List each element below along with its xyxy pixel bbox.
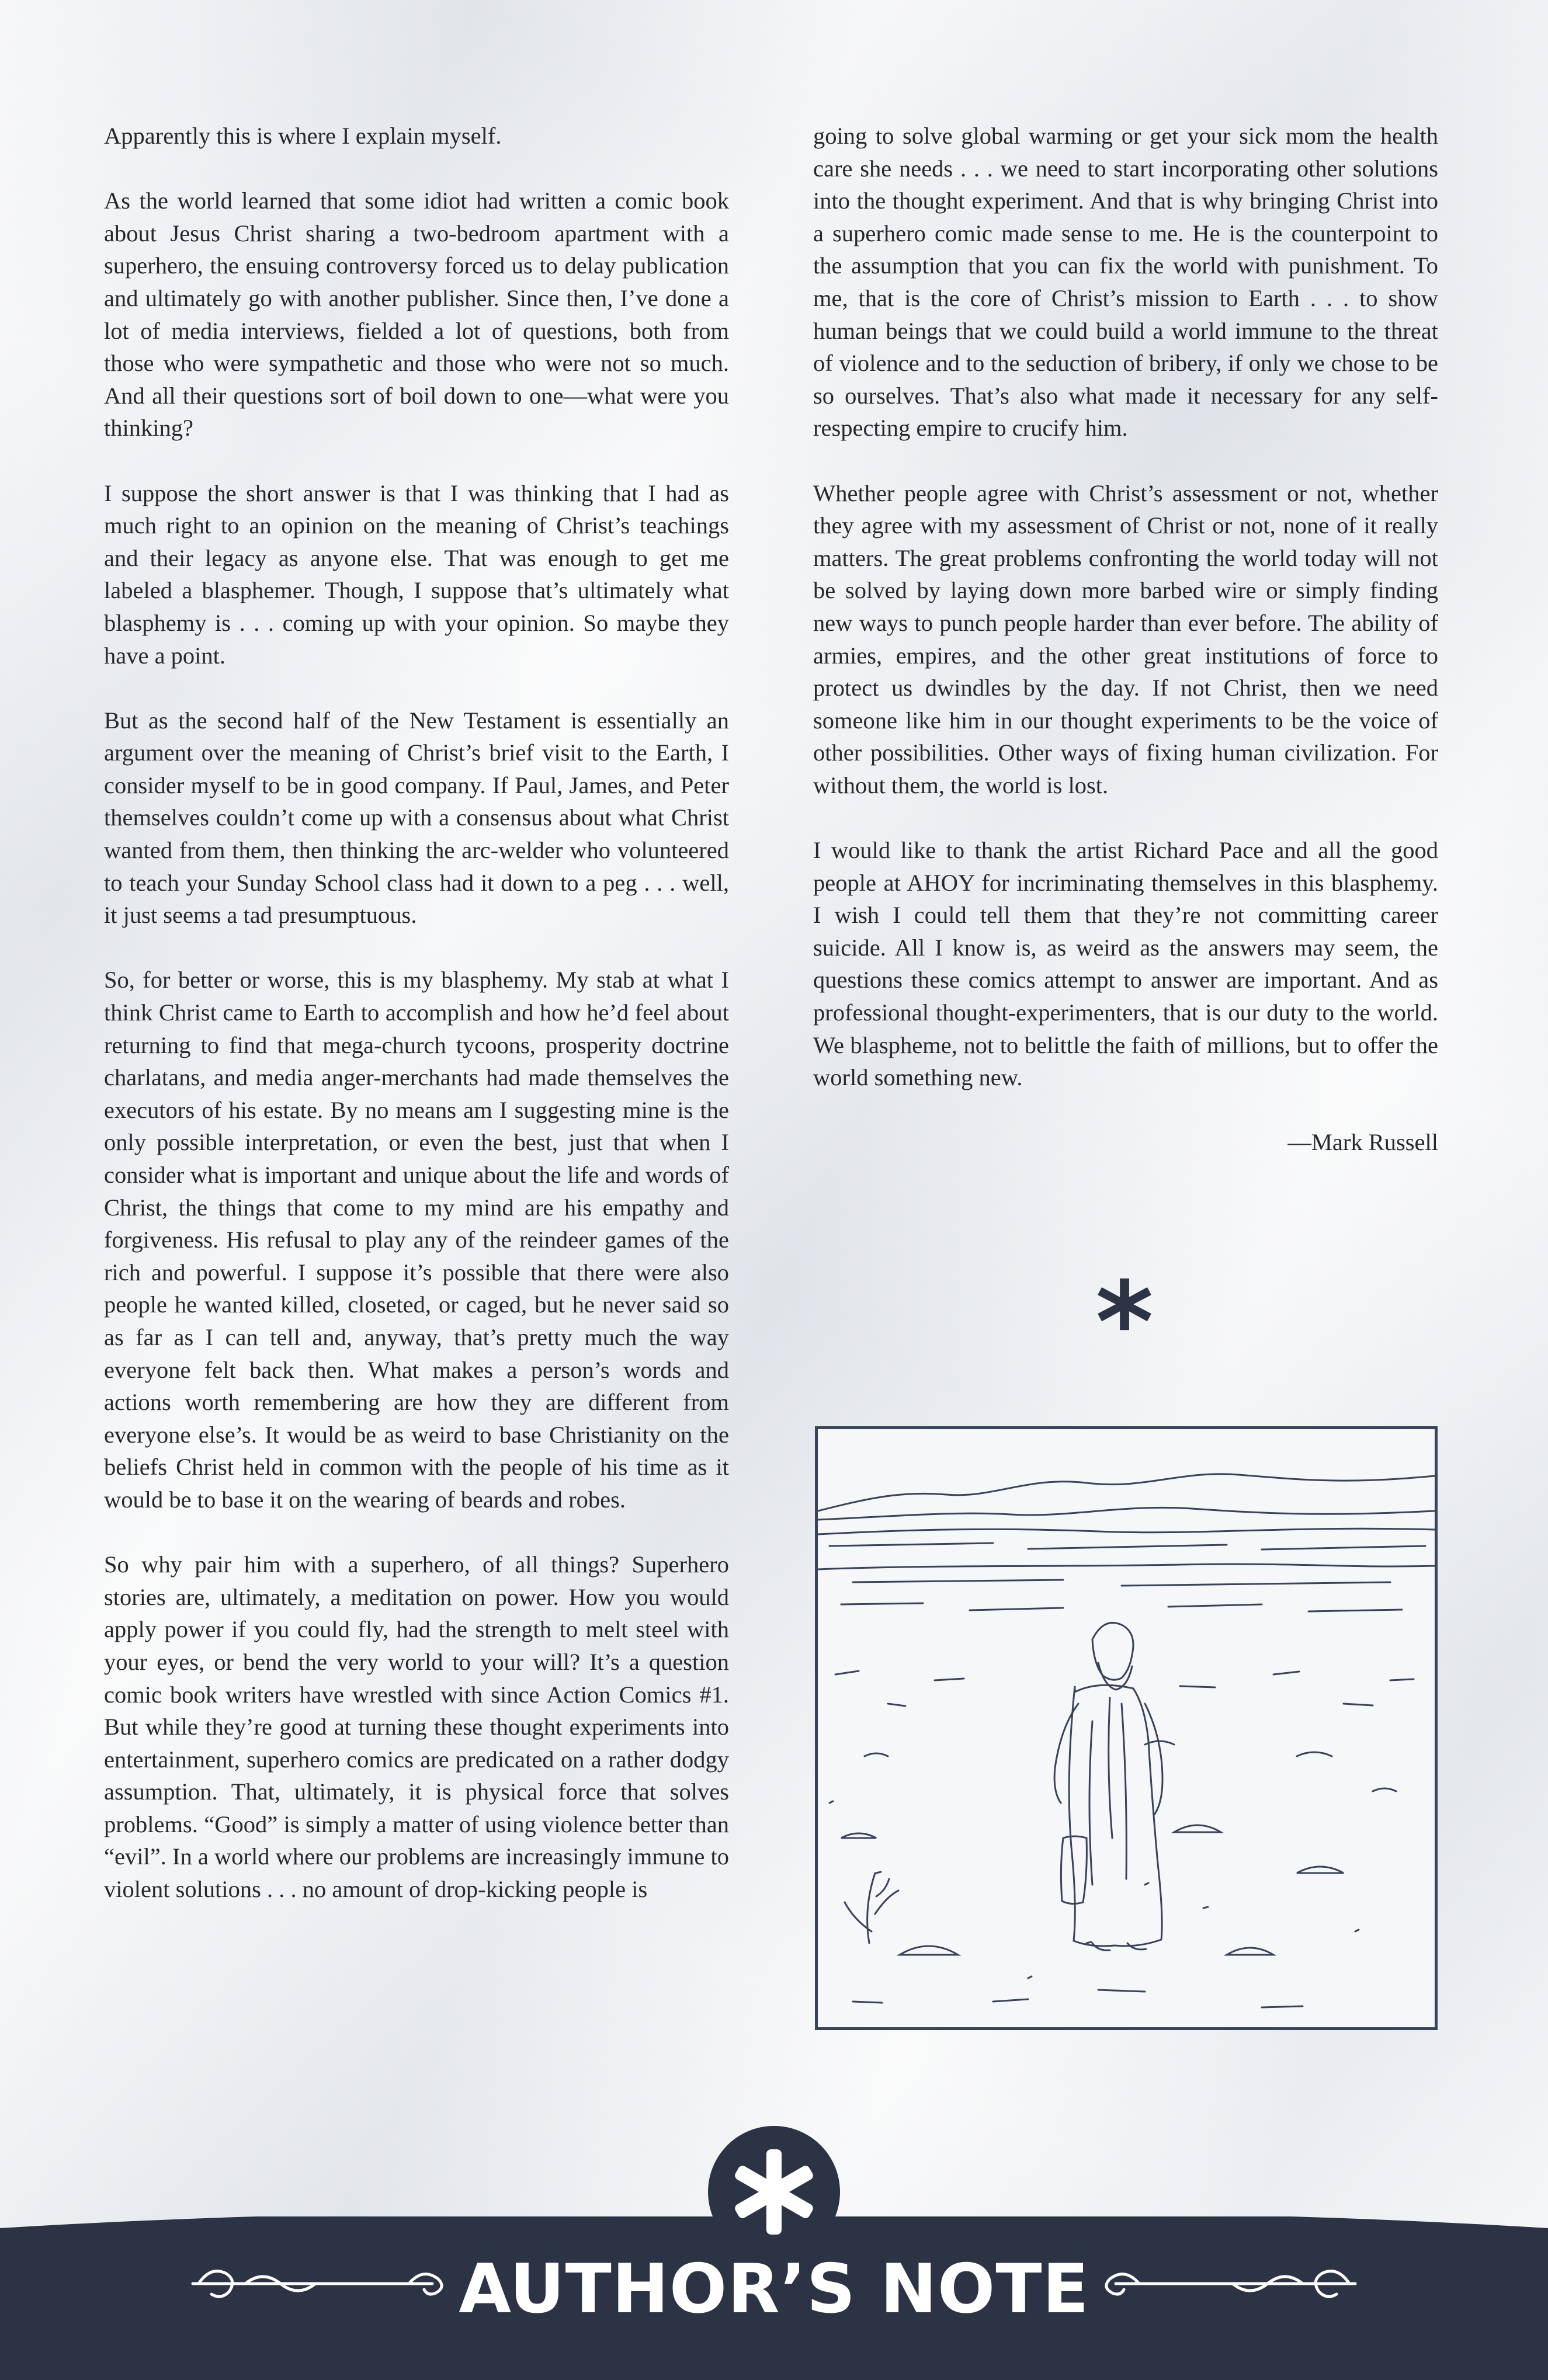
author-signature: —Mark Russell [1287, 1129, 1438, 1156]
paragraph: But as the second half of the New Testament is essentially an argument over the meaning of Christ’s brief visit to the Earth, I consider myself to be in good company. If Paul, James, and Peter themselves couldn’t come up with a consensus about what Christ wanted from them, then thinking the arc-welder who volunteered to teach your Sunday School class had it down to a peg . . . well, it just seems a tad presumptuous. [104, 707, 729, 929]
paragraph: going to solve global warming or get your sick mom the health care she needs . . . we need to start incorporating other solutions into the thought experiment. And that is why bringing Christ into a superhero comic made sense to me. He is the counterpoint to the assumption that you can fix the world with punishment. To me, that is the core of Christ’s mission to Earth . . . to show human beings that we could build a world immune to the threat of violence and to the seduction of bribery, if only we chose to be so ourselves. That’s also what made it necessary for any self-respecting empire to crucify him. [813, 123, 1438, 442]
paragraph: As the world learned that some idiot had written a comic book about Jesus Christ sharing a two-bedroom apartment with a superhero, the ensuing controversy forced us to delay publication and ultimately go with another publisher. Since then, I’ve done a lot of media interviews, fielded a lot of questions, both from those who were sympathetic and those who were not so much. And all their questions sort of boil down to one—what were you thinking? [104, 187, 729, 442]
illustration-drawing [818, 1429, 1435, 2027]
article-right-column [813, 120, 1438, 1191]
christ-in-desert-illustration [815, 1426, 1438, 2030]
paragraph: Apparently this is where I explain myself. [104, 123, 502, 149]
paragraph: So, for better or worse, this is my blasphemy. My stab at what I think Christ came to Earth to accomplish and how he’d feel about returning to find that mega-church tycoons, prosperity doctrine charlatans, and media anger-merchants had made themselves the executors of his estate. By no means am I suggesting mine is the only possible interpretation, or even the best, just that when I consider what is important and unique about the life and words of Christ, the things that come to my mind are his empathy and forgiveness. His refusal to play any of the reindeer games of the rich and powerful. I suppose it’s possible that there were also people he wanted killed, closeted, or caged, but he never said so as far as I can tell and, anyway, that’s pretty much the way everyone felt back then. What makes a person’s words and actions worth remembering are how they are different from everyone else’s. It would be as weird to base Christianity on the beliefs Christ held in common with the people of his time as it would be to base it on the wearing of beards and robes. [104, 967, 729, 1513]
paragraph: I would like to thank the artist Richard Pace and all the good people at AHOY for incriminating themselves in this blasphemy. I wish I could tell them that they’re not committing career suicide. All I know is, as weird as the answers may seem, the questions these comics attempt to answer are important. And as professional thought-experimenters, that is our duty to the world. We blaspheme, not to belittle the faith of millions, but to offer the world something new. [813, 837, 1438, 1091]
paragraph: I suppose the short answer is that I was thinking that I had as much right to an opinion on the meaning of Christ’s teachings and their legacy as anyone else. That was enough to get me labeled a blasphemer. Though, I suppose that’s ultimately what blasphemy is . . . coming up with your opinion. So maybe they have a point. [104, 480, 729, 669]
paragraph: So why pair him with a superhero, of all things? Superhero stories are, ultimately, a meditation on power. How you would apply power if you could fly, had the strength to melt steel with your eyes, or bend the very world to your will? It’s a question comic book writers have wrestled with since Action Comics #1. But while they’re good at turning these thought experiments into entertainment, superhero comics are predicated on a rather dodgy assumption. That, ultimately, it is physical force that solves problems. “Good” is simply a matter of using violence better than “evil”. In a world where our problems are increasingly immune to violent solutions . . . no amount of drop-kicking people is [104, 1551, 729, 1903]
page-title: AUTHOR’S NOTE [459, 2250, 1089, 2329]
asterisk-icon [708, 2126, 840, 2258]
asterisk-ornament-icon: * [1095, 1258, 1154, 1387]
article-left-column [104, 120, 729, 1938]
paragraph: Whether people agree with Christ’s assessment or not, whether they agree with my assessment of Christ or not, none of it really matters. The great problems confronting the world today will not be solved by laying down more barbed wire or simply finding new ways to punch people harder than ever before. The ability of armies, empires, and the other great institutions of force to protect us dwindles by the day. If not Christ, then we need someone like him in our thought experiments to be the voice of other possibilities. Other ways of fixing human civilization. For without them, the world is lost. [813, 480, 1438, 798]
